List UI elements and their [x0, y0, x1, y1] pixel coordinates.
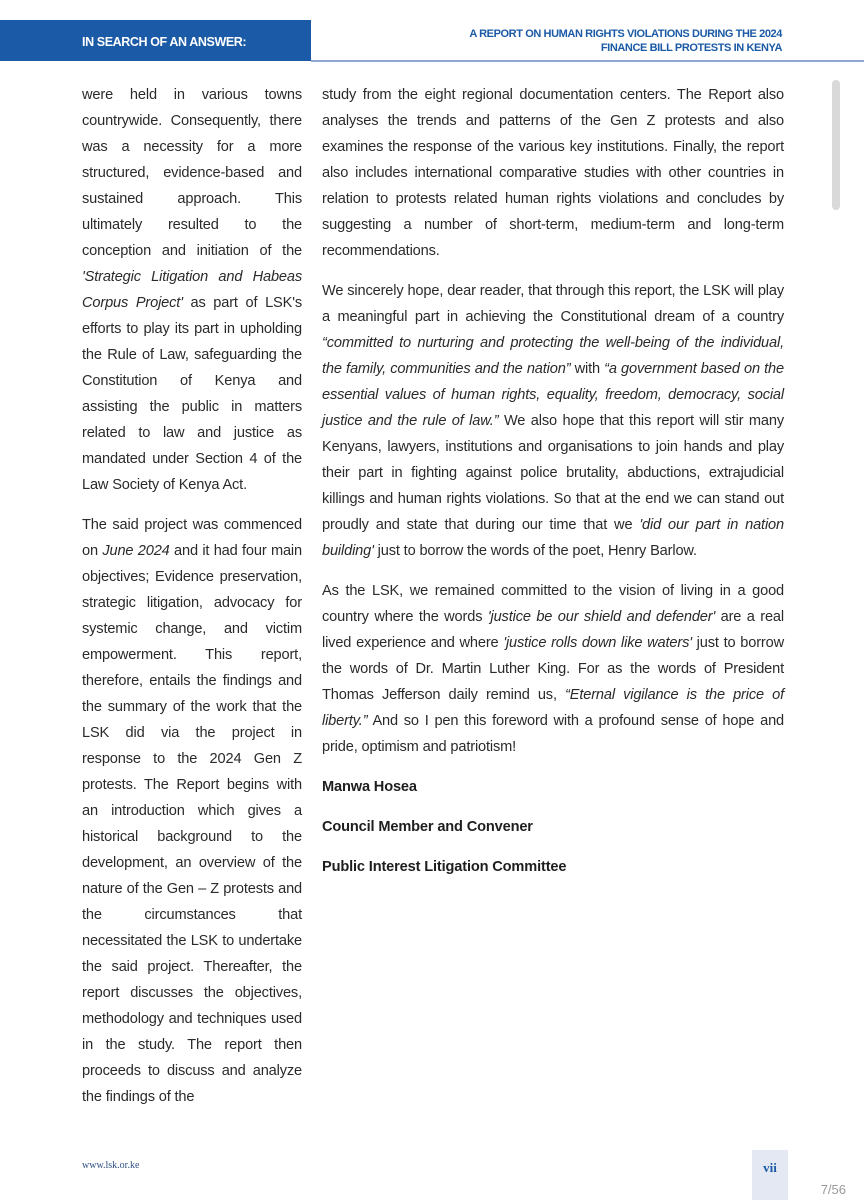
- header-report-title: [469, 27, 782, 55]
- header-report-title-line2: FINANCE BILL PROTESTS IN KENYA: [600, 42, 782, 54]
- header-title: IN SEARCH OF AN ANSWER:: [82, 35, 247, 49]
- text-segment: As the LSK, we remained committed to the vision of living in a good country where the words: [322, 583, 784, 625]
- italic-quote: 'justice rolls down like waters': [503, 635, 692, 651]
- italic-quote: “a government based on the essential values of human rights, equality, freedom, democracy, social justice and the rule of law.”: [322, 361, 784, 429]
- text-segment: We also hope that this report will stir many Kenyans, lawyers, institutions and organisations to join hands and play their part in fighting against police brutality, abductions, extrajudicial killings and human rights violations. So that at the end we can stand out proudly and state that during our time that we: [322, 413, 784, 533]
- scrollbar-thumb[interactable]: [832, 80, 840, 210]
- text-segment: The said project was commenced on: [82, 517, 302, 559]
- header-report-title-line1: A REPORT ON HUMAN RIGHTS VIOLATIONS DURING THE 2024: [469, 28, 782, 40]
- footer-website: www.lsk.or.ke: [82, 1160, 140, 1171]
- italic-quote: 'Strategic Litigation and Habeas Corpus Project': [82, 269, 302, 311]
- italic-quote: 'did our part in nation building': [322, 517, 784, 559]
- paragraph: [322, 278, 784, 564]
- paragraph: [322, 82, 784, 264]
- paragraph: [82, 512, 302, 1110]
- text-segment: just to borrow the words of Dr. Martin Luther King. For as the words of President Thomas Jefferson daily remind us,: [322, 635, 784, 703]
- paragraph: [322, 578, 784, 760]
- viewer-page-counter: 7/56: [820, 1182, 846, 1197]
- header-divider: [311, 60, 864, 62]
- text-segment: We sincerely hope, dear reader, that through this report, the LSK will play a meaningful part in achieving the Constitutional dream of a country: [322, 283, 784, 325]
- italic-quote: “Eternal vigilance is the price of liberty.”: [322, 687, 784, 729]
- text-segment: just to borrow the words of the poet, Henry Barlow.: [373, 543, 697, 559]
- text-segment: study from the eight regional documentation centers. The Report also analyses the trends and patterns of the Gen Z protests and also examines the response of the various key institutions. Finally, the report also includes international comparative studies with other countries in relation to protests related human rights violations and concludes by suggesting a number of short-term, medium-term and long-term recommendations.: [322, 87, 784, 259]
- text-segment: were held in various towns countrywide. Consequently, there was a necessity for a more structured, evidence-based and sustained approach. This ultimately resulted to the conception and initiation of the: [82, 87, 302, 259]
- text-segment: are a real lived experience and where: [322, 609, 784, 651]
- signature-name: Manwa Hosea: [322, 779, 417, 795]
- italic-quote: June 2024: [102, 543, 170, 559]
- signature-role: Council Member and Convener: [322, 819, 533, 835]
- text-segment: with: [570, 361, 605, 377]
- left-text-column: [82, 82, 302, 1124]
- text-segment: and it had four main objectives; Evidence preservation, strategic litigation, advocacy for systemic change, and victim empowerment. This report, therefore, entails the findings and the summary of the work that the LSK did via the project in response to the 2024 Gen Z protests. The Report begins with an introduction which gives a historical background to the development, an overview of the nature of the Gen – Z protests and the circumstances that necessitated the LSK to undertake the said project. Thereafter, the report discusses the objectives, methodology and techniques used in the study. The report then proceeds to discuss and analyze the findings of the: [82, 543, 302, 1105]
- italic-quote: 'justice be our shield and defender': [487, 609, 716, 625]
- right-text-column: [322, 82, 784, 894]
- text-segment: And so I pen this foreword with a profound sense of hope and pride, optimism and patriotism!: [322, 713, 784, 755]
- paragraph: [82, 82, 302, 498]
- page-number: vii: [763, 1160, 777, 1175]
- signature-committee: Public Interest Litigation Committee: [322, 859, 567, 875]
- italic-quote: “committed to nurturing and protecting the well-being of the individual, the family, communities and the nation”: [322, 335, 784, 377]
- text-segment: as part of LSK's efforts to play its part in upholding the Rule of Law, safeguarding the Constitution of Kenya and assisting the public in matters related to law and justice as mandated under Section 4 of the Law Society of Kenya Act.: [82, 295, 302, 493]
